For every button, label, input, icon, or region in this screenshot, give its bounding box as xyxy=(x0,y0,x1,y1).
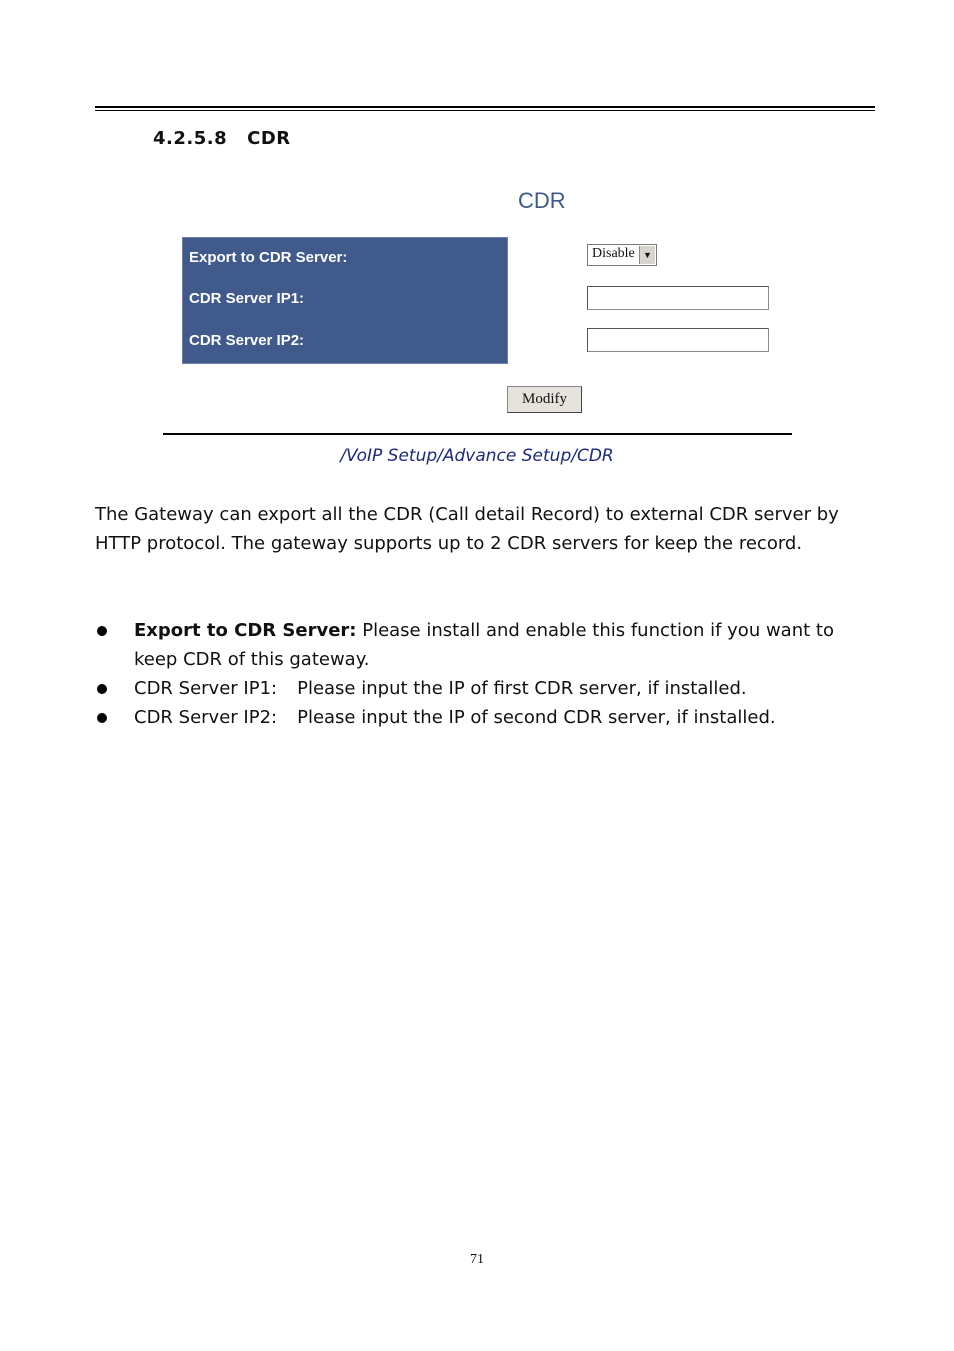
figure-caption: /VoIP Setup/Advance Setup/CDR xyxy=(340,446,614,466)
bullet-term: CDR Server IP1: xyxy=(134,678,278,699)
bullet-text: Please install and enable this function if you want to keep CDR of this gateway. xyxy=(134,620,834,670)
body-paragraph: The Gateway can export all the CDR (Call detail Record) to external CDR server by HTTP protocol. The gateway supports up to 2 CDR servers for keep the record. xyxy=(95,504,839,554)
section-number: 4.2.5.8 xyxy=(153,128,228,149)
label-panel xyxy=(182,237,508,364)
cdr-form-screenshot xyxy=(163,180,793,430)
bullet-term: CDR Server IP2: xyxy=(134,707,278,728)
ip1-input[interactable] xyxy=(587,286,769,310)
form-heading: CDR xyxy=(518,188,566,213)
bullet-icon xyxy=(97,626,107,636)
list-item xyxy=(95,616,875,674)
bullet-term: Export to CDR Server: xyxy=(134,620,357,641)
caption-rule xyxy=(163,433,792,435)
ip2-input[interactable] xyxy=(587,328,769,352)
export-select-value: Disable xyxy=(592,246,635,261)
bullet-text: Please input the IP of second CDR server, if installed. xyxy=(297,707,776,728)
ip1-label: CDR Server IP1: xyxy=(189,290,305,307)
bullet-list xyxy=(95,616,875,732)
page-number: 71 xyxy=(470,1252,484,1267)
ip2-label: CDR Server IP2: xyxy=(189,332,305,349)
section-name: CDR xyxy=(247,128,291,149)
list-item xyxy=(95,703,875,732)
bullet-icon xyxy=(97,684,107,694)
list-item xyxy=(95,674,875,703)
chevron-down-icon[interactable]: ▼ xyxy=(639,246,655,264)
bullet-text: Please input the IP of first CDR server, if installed. xyxy=(297,678,747,699)
export-label: Export to CDR Server: xyxy=(189,249,348,266)
top-rule xyxy=(95,106,875,108)
bullet-icon xyxy=(97,713,107,723)
section-heading xyxy=(153,128,291,149)
export-select[interactable] xyxy=(587,244,657,266)
top-rule-thin xyxy=(95,110,875,111)
modify-button[interactable]: Modify xyxy=(507,386,582,413)
